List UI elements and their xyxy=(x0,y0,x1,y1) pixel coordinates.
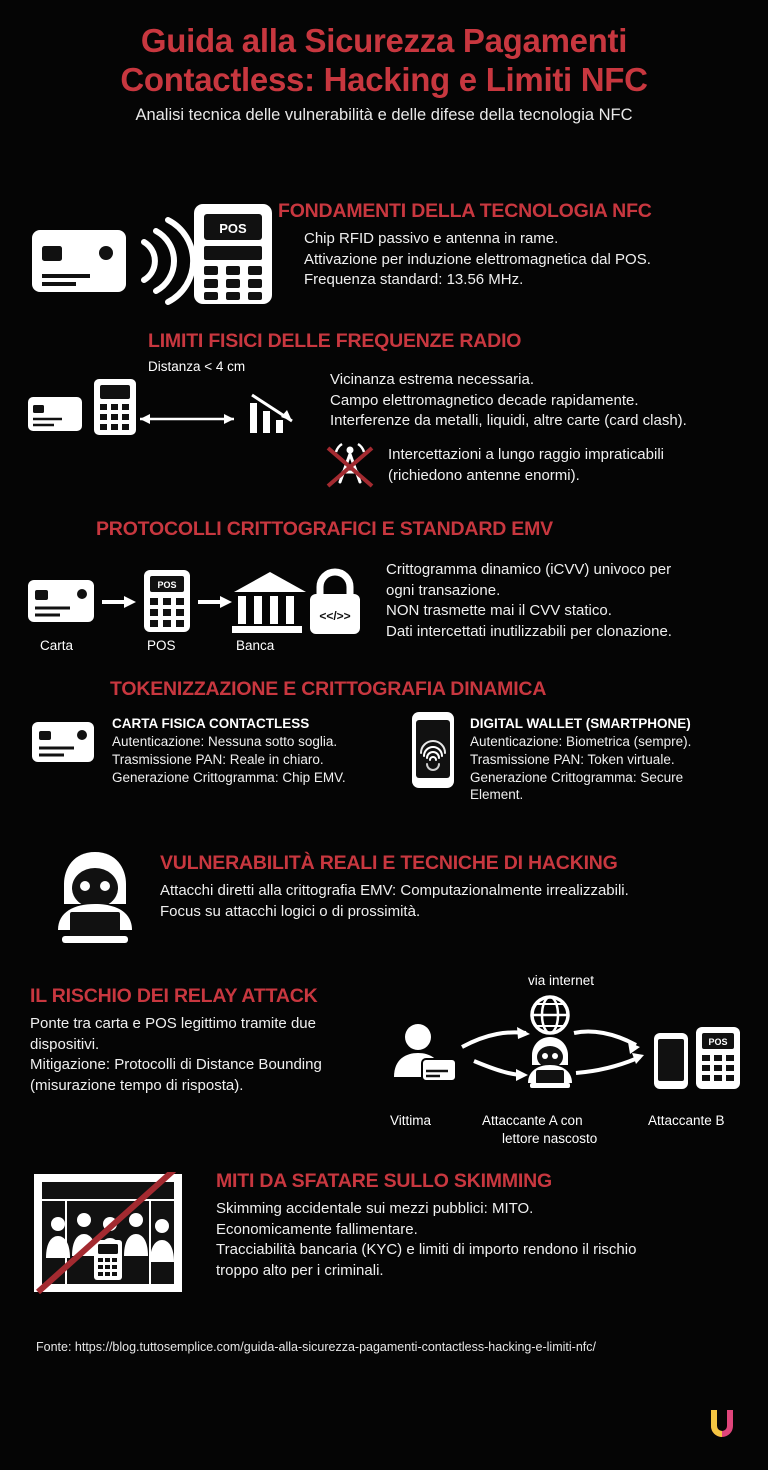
protocolli-line-3: NON trasmette mai il CVV statico. xyxy=(386,602,612,620)
fondamenti-line-1: Chip RFID passivo e antenna in rame. xyxy=(304,230,559,247)
relay-line-4: (misurazione tempo di risposta). xyxy=(30,1077,244,1095)
lock-crypto-icon-wrap xyxy=(300,566,370,638)
section-fondamenti xyxy=(0,188,768,323)
footer-source xyxy=(36,1340,756,1354)
limiti-crossed-line-2: (richiedono antenne enormi). xyxy=(388,466,580,484)
public-transport-crossed-icon xyxy=(32,1172,184,1294)
section-protocolli xyxy=(0,518,768,673)
smartphone-fingerprint-icon xyxy=(410,710,456,790)
limiti-crossed-line-1: Intercettazioni a lungo raggio impraticabili xyxy=(388,446,664,463)
section-tokenizzazione xyxy=(0,678,768,828)
card-physical-line-1: Autenticazione: Nessuna sotto soglia. xyxy=(112,734,338,749)
flow-card-pos-bank-icon xyxy=(18,558,318,638)
relay-line-2: dispositivi. xyxy=(30,1035,100,1053)
card-physical-block xyxy=(112,716,402,786)
smartphone-icon-wrap xyxy=(410,710,456,790)
wallet-line-2: Trasmissione PAN: Token virtuale. xyxy=(470,751,675,767)
lock-code-label: <</>> xyxy=(319,609,351,623)
protocolli-text xyxy=(386,560,761,643)
page-title-line2: Contactless: Hacking e Limiti NFC xyxy=(120,60,648,98)
page-title xyxy=(24,22,744,100)
relay-line-1: Ponte tra carta e POS legittimo tramite due xyxy=(30,1015,316,1032)
svg-text:POS: POS xyxy=(708,1037,728,1047)
svg-text:POS: POS xyxy=(157,580,177,590)
page-title-line1: Guida alla Sicurezza Pagamenti xyxy=(140,22,628,59)
credit-card-icon xyxy=(30,718,96,764)
distance-diagram-icon xyxy=(22,365,322,455)
protocolli-line-4: Dati intercettati inutilizzabili per clonazione. xyxy=(386,623,672,641)
flow-label-banca: Banca xyxy=(236,638,275,653)
subway-skimming-icon-wrap xyxy=(32,1172,184,1294)
section-heading-vulnerabilita: VULNERABILITÀ REALI E TECNICHE DI HACKING xyxy=(160,852,618,874)
section-heading-protocolli: PROTOCOLLI CRITTOGRAFICI E STANDARD EMV xyxy=(96,518,553,540)
relay-text-block xyxy=(30,985,400,1097)
hacker-laptop-icon xyxy=(40,848,150,950)
flow-diagram xyxy=(18,558,318,658)
wallet-line-1: Autenticazione: Biometrica (sempre). xyxy=(470,734,692,749)
limiti-line-3: Interferenze da metalli, liquidi, altre carte (card clash). xyxy=(330,412,687,430)
relay-label-attacker-a-2: lettore nascosto xyxy=(502,1131,598,1146)
page-subtitle: Analisi tecnica delle vulnerabilità e delle difese della tecnologia NFC xyxy=(135,105,633,124)
card-waves-pos-icon xyxy=(28,198,278,308)
relay-label-victim: Vittima xyxy=(390,1113,432,1128)
logo-icon xyxy=(706,1406,738,1440)
antenna-crossed-icon xyxy=(322,440,378,492)
distance-label: Distanza < 4 cm xyxy=(148,359,246,374)
fondamenti-text xyxy=(278,229,758,291)
miti-line-3: Tracciabilità bancaria (KYC) e limiti di importo rendono il rischio xyxy=(216,1241,637,1259)
brand-logo xyxy=(706,1406,738,1440)
no-long-range-icon xyxy=(322,440,378,492)
relay-line-3: Mitigazione: Protocolli di Distance Bounding xyxy=(30,1056,322,1074)
physical-card-icon-wrap xyxy=(30,718,96,764)
limiti-crossed-text xyxy=(388,445,758,486)
relay-attack-diagram-icon xyxy=(378,975,758,1125)
distance-diagram xyxy=(22,359,322,455)
hacker-icon-wrap xyxy=(40,848,150,950)
section-heading-miti: MITI DA SFATARE SULLO SKIMMING xyxy=(216,1170,552,1192)
section-heading-tokenizzazione: TOKENIZZAZIONE E CRITTOGRAFIA DINAMICA xyxy=(110,678,547,700)
flow-labels xyxy=(18,638,318,658)
vulnerabilita-line-2: Focus su attacchi logici o di prossimità. xyxy=(160,902,421,920)
source-text: Fonte: https://blog.tuttosemplice.com/guida-alla-sicurezza-pagamenti-contactless-hacking-e-limiti-nfc/ xyxy=(36,1340,596,1354)
flow-label-pos: POS xyxy=(147,638,176,653)
wallet-line-4: Element. xyxy=(470,787,524,803)
section-heading-limiti: LIMITI FISICI DELLE FREQUENZE RADIO xyxy=(148,330,522,352)
wallet-block xyxy=(470,716,760,804)
pos-icon-label: POS xyxy=(219,221,247,236)
limiti-line-1: Vicinanza estrema necessaria. xyxy=(330,371,534,388)
nfc-card-pos-icon-group xyxy=(28,198,278,308)
fondamenti-line-3: Frequenza standard: 13.56 MHz. xyxy=(304,271,524,289)
vulnerabilita-content xyxy=(160,852,760,922)
fondamenti-line-2: Attivazione per induzione elettromagnetica dal POS. xyxy=(304,250,651,268)
wallet-line-3: Generazione Crittogramma: Secure xyxy=(470,769,684,785)
section-vulnerabilita xyxy=(0,838,768,963)
card-physical-line-3: Generazione Crittogramma: Chip EMV. xyxy=(112,769,346,785)
section-heading-relay: IL RISCHIO DEI RELAY ATTACK xyxy=(30,985,318,1007)
miti-content xyxy=(216,1170,756,1282)
miti-line-2: Economicamente fallimentare. xyxy=(216,1220,418,1238)
wallet-title: DIGITAL WALLET (SMARTPHONE) xyxy=(470,716,691,731)
relay-label-attacker-b: Attaccante B xyxy=(648,1113,725,1128)
flow-label-carta: Carta xyxy=(40,638,74,653)
section-miti xyxy=(0,1160,768,1330)
relay-label-attacker-a-1: Attaccante A con xyxy=(482,1113,583,1128)
vulnerabilita-line-1: Attacchi diretti alla crittografia EMV: Computazionalmente irrealizzabili. xyxy=(160,882,629,899)
section-heading-fondamenti: FONDAMENTI DELLA TECNOLOGIA NFC xyxy=(278,200,652,222)
section-limiti-fisici xyxy=(0,330,768,510)
card-physical-title: CARTA FISICA CONTACTLESS xyxy=(112,716,310,731)
relay-diagram xyxy=(378,973,758,1146)
protocolli-line-2: ogni transazione. xyxy=(386,581,501,599)
header xyxy=(0,0,768,125)
fondamenti-content xyxy=(278,200,758,291)
relay-label-internet: via internet xyxy=(528,973,595,988)
limiti-line-2: Campo elettromagnetico decade rapidamente. xyxy=(330,391,639,409)
protocolli-line-1: Crittogramma dinamico (iCVV) univoco per xyxy=(386,561,672,578)
limiti-text xyxy=(330,370,760,432)
miti-line-4: troppo alto per i criminali. xyxy=(216,1262,384,1280)
card-physical-line-2: Trasmissione PAN: Reale in chiaro. xyxy=(112,751,324,767)
lock-icon xyxy=(300,566,370,638)
section-relay-attack xyxy=(0,973,768,1150)
miti-line-1: Skimming accidentale sui mezzi pubblici: MITO. xyxy=(216,1200,534,1217)
